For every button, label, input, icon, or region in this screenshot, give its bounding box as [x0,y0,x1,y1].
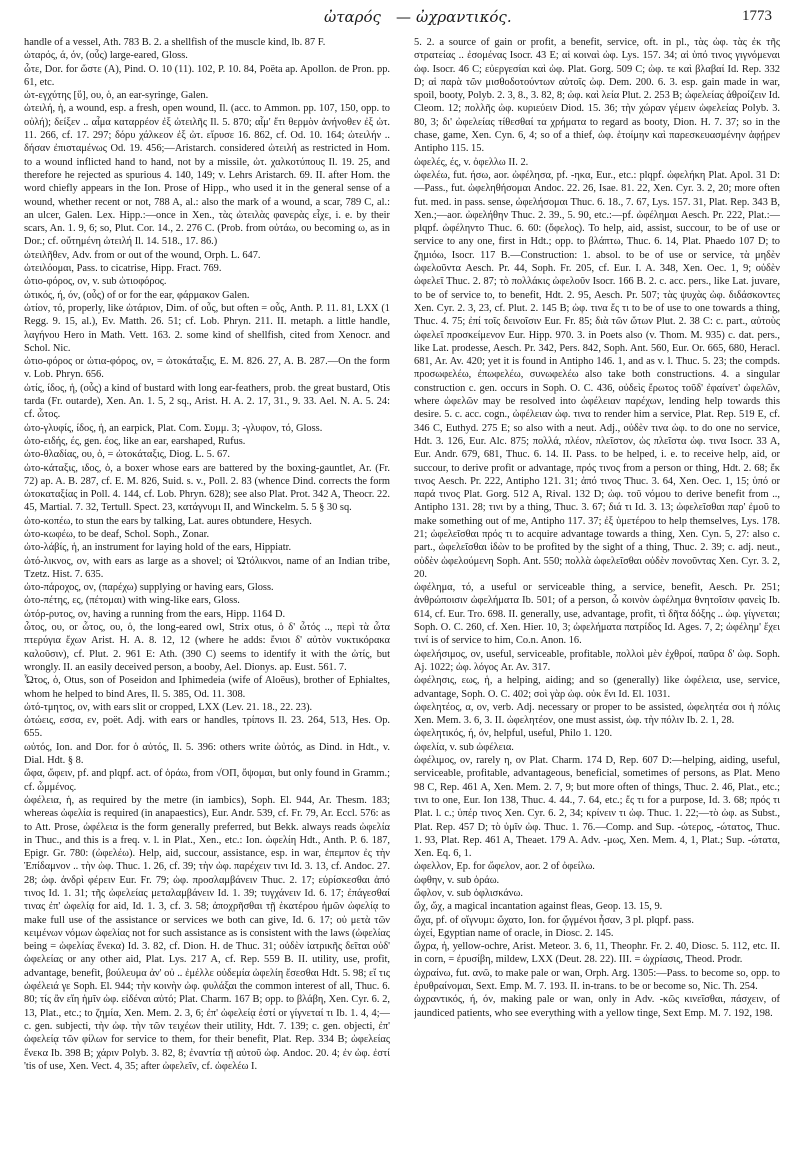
dictionary-entry: ὠφελητέος, α, ον, verb. Adj. necessary or proper to be assisted, ὠφελητέα σοι ἡ πόλις Xen. Mem. 3. 6, 3. II. ὠφελητέον, one must assist, ὠφ. τὴν πόλιν Ib. 2. 1, 28. [414,701,780,727]
dictionary-entry: ὠφέλιμος, ον, rarely η, ον Plat. Charm. 174 D, Rep. 607 D:—helping, aiding, useful, serviceable, profitable, advantageous, beneficial, sometimes of persons, as Plat. Meno 98 C, Rep. 461 A, Xen. Mem. 2. 7, 9; but more often of things, Thuc. 2. 46, Plat., etc.; τινι to one, Eur. Ion 138, Thuc. 4. 44., 7. 64, etc.; ἔς τι for a purpose, Id. 3. 68; πρός τι Plat. l. c.; ὑπέρ τινος Xen. Cyr. 6. 2, 34; κρίνειν τι ὠφ. Thuc. 1. 22;—τὸ ὠφ. as Subst., Plat. Rep. 457 D; τὸ ὑμῖν ὠφ. Thuc. 1. 76.—Comp. and Sup. -ώτερος, -ώτατος, Thuc. 1. 93, Plat. Rep. 461 A, Theaet. 179 A. Adv. -μως, Xen. Mem. 4, 1, Plat.; Sup. -ώτατα, Xen. Eq. 6, 1. [414,755,780,860]
header-dash: — [396,8,411,26]
dictionary-entry: ὠτο-ειδής, ές, gen. έος, like an ear, earshaped, Rufus. [24,435,246,447]
two-column-body [24,36,780,1156]
dictionary-entry: ὠτο-πέτης, ες, (πέτομαι) with wing-like ears, Gloss. [24,595,240,607]
dictionary-entry: Ὦτος, ὁ, Otus, son of Poseidon and Iphimedeia (wife of Aloëus), brother of Ephialtes, whom he helped to bind Ares, Il. 5. 385, Od. 11. 308. [24,675,390,700]
dictionary-entry: ὠτειλή, ἡ, a wound, esp. a fresh, open wound, Il. (acc. to Ammon. pp. 107, 150, opp. to οὐλή); δείξεν .. αἷμα καταρρέον ἐξ ὠτειλῆς Il. 5. 870; αἷμ' ἔτι θερμὸν ἀνήνοθεν ἐξ ὠτ. 11. 266, cf. 17. 297; δόρυ χάλκεον ἐξ ὠτ. εἴρυσε 16. 862, cf. Od. 10. 164; ὠτειλήν .. δήσαν ἐπισταμένως Od. 19. 456;—Aristarch. considered ὠτειλή as restricted in Hom. to a wound inflicted hand to hand, not by a missile, ὠτ. χαλκοτύπους Il. 19. 25, and therefore he rejected as spurious 4. 140, 149; v. Lehrs Aristarch. 69. II. after Hom. the word chiefly appears in the Ion. Prose of Hipp., who used it in the general sense of a wound, whether recent or not, 788 A, al.: also the mark of a wound, a scar, 789 C, al.: an ulcer, Galen. Lex. Hipp.:—once in Xen., τὰς ὠτειλὰς φανερὰς εἶχε, i. e. by their scars, An. 1. 9, 6; so, Plut. Cor. 14., 2. 276 C. (Prob. from οὐτάω, ου becoming ω, as in Dor.; cf. οὔτημένη ὠτειλή Il. 14. 518., 17. 86.) [24,103,390,248]
dictionary-entry: ὠτιο-φόρος or ὠτια-φόρος, ον, = ὠτοκάταξις, E. M. 826. 27, A. B. 287.—On the form v. Lob. Phryn. 656. [24,356,390,381]
dictionary-entry: ὤχρα, ἡ, yellow-ochre, Arist. Meteor. 3. 6, 11, Theophr. Fr. 2. 40, Diosc. 5. 112, etc. II. in corn, = ἐρυσίβη, mildew, LXX (Deut. 28. 22). III. = ὠχρίασις, Theod. Prodr. [414,941,780,966]
dictionary-entry: ὠταρός, ά, όν, (οὖς) large-eared, Gloss. [24,50,188,62]
dictionary-entry: ὠτίον, τό, properly, like ὠτάριον, Dim. of οὖς, but often = οὖς, Anth. P. 11. 81, LXX (1 Regg. 9. 15, al.), Ev. Matth. 26. 51; cf. Lob. Phryn. 211. II. metaph. a little handle, λαγήνου Hero in Math. Vett. 163. 2. some kind of shellfish, cited from Xenocr. and Schol. Nic. [24,302,390,354]
dictionary-entry: ὠτιο-φόρος, ον, v. sub ὠτιοφόρος. [24,276,167,288]
dictionary-entry: ὦτε, Dor. for ὥστε (A), Pind. O. 10 (11). 102, P. 10. 84, Poëta ap. Apollon. de Pron. pp. 61, etc. [24,63,390,88]
dictionary-entry: ὤφλον, v. sub ὀφλισκάνω. [414,888,523,899]
page-number: 1773 [742,8,772,24]
dictionary-entry: ὠτο-γλυφίς, ίδος, ἡ, an earpick, Plat. Com. Συμμ. 3; -γλυφον, τό, Gloss. [24,422,323,434]
dictionary-entry: ὠφελλον, Ep. for ὤφελον, aor. 2 of ὀφείλω. [414,861,595,873]
dictionary-entry: ὠφθην, v. sub ὁράω. [414,874,500,886]
dictionary-entry: ὠτό-τμητος, ον, with ears slit or cropped, LXX (Lev. 21. 18., 22. 23). [24,701,313,713]
dictionary-entry: 5. 2. a source of gain or profit, a benefit, service, oft. in pl., τὰς ὠφ. τὰς ἐκ τῆς στρατείας .. ἐσομένας Isocr. 43 E; αἱ κοιναὶ ὠφ. Lys. 157. 34; αἱ ὑπό τινος γιγνόμεναι ὠφ. Isocr. 46 C; εὐεργεσίαι καὶ ὠφ. Plat. Gorg. 509 C; ὠφ. τε καὶ βλαβαί Id. Rep. 332 D; αἱ παρὰ τῶν μισθοδοτούντων αὐτοῖς ὠφ. Dem. 200. 6. 3. esp. gain made in war, spoil, booty, Polyb. 2. 3, 8., 3. 82, 8; ὠφ. καὶ λεία Plut. 2. 253 B; ὠφελείας ἀθροίζειν Id. Cleom. 12; πολλῆς ὠφ. κυριεύειν Diod. 15. 36; τὴν χώραν γέμειν ὠφελείας Polyb. 3. 80, 3; δι' ὠφελείας τίθεσθαί τα χρήματα to regard as booty, Dion. H. 7. 37; so in the chase, game, Xen. Cyn. 6, 4; so of a thief, ὠφ. ἑτοίμην καὶ παρεσκευασμένην ἀφῄρεν Antipho 115. 15. [414,37,780,155]
dictionary-entry: ὠχραίνω, fut. ανῶ, to make pale or wan, Orph. Arg. 1305:—Pass. to become so, opp. to ἐρυθραίνομαι, Sext. Emp. M. 7. 193. II. in-trans. to be or become so, Nic. Th. 254. [414,967,780,993]
dictionary-entry: ὠφέλεια, ἡ, as required by the metre (in iambics), Soph. El. 944, Ar. Thesm. 183; whereas ὠφελία is required (in anapaestics), Eur. Andr. 539, cf. Fr. 79, Ar. Eccl. 576: as to Att. Prose, ὠφέλεια is the form generally preferred, but Bekk. always reads ὠφελία in Thuc., and this is a freq. v. l. in Plat., Xen., etc.: Ion. ὠφελίη Hdt., Anth. P. 6. 187, Epigr. Gr. 780: (ὠφελέω). Help, aid, succour, assistance, esp. in war, ἐπεμπον ἐς τὴν Ἐπίδαμνον .. τὴν ὠφ. Thuc. 1. 26, cf. 39; τὴν ὠφ. παρέχειν τινι Id. 3. 13, cf. Andoc. 27. 28; ὠφ. ἀνδρὶ φέρειν Eur. Fr. 79; ὠφ. προσλαμβάνειν Thuc. 2. 17; εὑρίσκεσθαι ἀπό τινος Id. 1. 31; τῆς ὠφελείας μεταλαμβάνειν Id. 1. 39; τυγχάνειν Id. 6. 17; ἐπάγεσθαί τινας ἐπ' ὠφελίᾳ for aid, Id. 1. 3, cf. 3. 58; ἀποχρῆσθαι τῇ ἑκατέρου ἠμῶν ὠφελίᾳ to make full use of the assistance or services we both can give, Id. 6. 17; οὐ μετὰ τῶν κειμένων νόμων ὠφελίας not for such assistance as is consistent with the laws (ὠφελίας being = ὠφελίας ἕνεκα) Id. 3. 82, cf. Dion. H. de Thuc. 31; οὐδὲν ἰατρικῆς δεῖται οὐδ' ὠφελείας or any other aid, Plat. Lys. 217 A, cf. Rep. 559 B. II. utility, use, profit, advantage, benefit, βούλευμα ἀν' οὐ .. ἐμέλλε οὐδεμία ὠφελίη ἔσεσθαι Hdt. 5. 98; εἴ τις ὠφέλειά γε Soph. El. 944; τὴν κοινὴν ὠφ. φυλάξαι the common interest of all, Thuc. 6. 80; τίς ἂν εἴη ἡμῖν ὠφ. εἰδέναι αὐτό; Plat. Charm. 167 B; opp. to βλάβη, Xen. Cyr. 6. 2, 13, Plat., etc.; to ζημία, Xen. Mem. 2. 3, 6; ἐπ' ὠφελείᾳ ἐστί or γίγνεταί τι Ib. 1. 4, 4;—c. gen. subjecti, τὴν ὠφ. τὴν τῶν τειχέων their utility, Hdt. 7. 139; c. gen. objecti, ἐπ' ὠφελείᾳ τῶν φίλων for service to them, for their benefit, Plat. Rep. 334 B; ὠφελείας ἕνεκα Ib. 398 B; χάριν Polyb. 3. 82, 8; ἐναντία τῇ αὐτοῦ ὠφ. Andoc. 20. 4; ἐν ὠφ. ἐστί 'tis of use, Xen. Vect. 4, 35; after ὠφελεῖν, cf. ὠφελέω I. [24,794,390,1072]
dictionary-entry: ωὐτός, Ion. and Dor. for ὁ αὐτός, Il. 5. 396: others write ὠὐτός, as Dind. in Hdt., v. Dial. Hdt. § 8. [24,741,390,767]
dictionary-entry: ὠτό-λικνος, ον, with ears as large as a shovel; οἱ Ὠτόλικνοι, name of an Indian tribe, Tzetz. Hist. 7. 635. [24,555,390,580]
dictionary-entry: ὠτο-λάβίς, ἡ, an instrument for laying hold of the ears, Hippiatr. [24,542,292,554]
dictionary-entry: ὠφελές, ές, v. ὀφελλω II. 2. [414,156,529,168]
right-column [414,36,780,1156]
dictionary-entry: ὠτειλῆθεν, Adv. from or out of the wound, Orph. L. 647. [24,249,261,261]
dictionary-entry: ὠφελία, v. sub ὠφέλεια. [414,741,514,753]
header-first-headword: ὠταρός [324,8,381,26]
dictionary-entry: ὠτώεις, εσσα, εν, poët. Adj. with ears or handles, τρίποvs Il. 23. 264, 513, Hes. Op. 655. [24,715,390,740]
dictionary-entry: handle of a vessel, Ath. 783 B. 2. a shellfish of the muscle kind, lb. 87 F. [24,37,326,48]
dictionary-entry: ὠτο-κωφέω, to be deaf, Schol. Soph., Zonar. [24,528,210,540]
dictionary-entry: ὤφα, ὤφειν, pf. and plqpf. act. of ὁράω, from √ΟΠ, ὄψομαι, but only found in Gramm.; cf. ὦμμένος. [24,768,390,793]
dictionary-entry: ὠτ-εγχύτης [ὕ], ου, ὁ, an ear-syringe, Galen. [24,90,209,102]
dictionary-entry: ὠτο-θλαδίας, ου, ὁ, = ὠτοκάταξις, Diog. L. 5. 67. [24,449,231,461]
dictionary-entry: ὠφελέω, fut. ήσω, aor. ὠφέλησα, pf. -ηκα, Eur., etc.: plqpf. ὠφελήκη Plat. Apol. 31 D:—Pass., fut. ὠφεληθήσομαι Andoc. 22. 26, Isae. 81. 22, Xen. Cyr. 3. 2, 20; more often fut. med. in pass. sense, ὠφελήσομαι Thuc. 6. 18., 7. 67, Lys. 157. 31, Plat. Rep. 343 B, Xen.;—aor. ὠφελήθην Thuc. 2. 39., 5. 90, etc.:—pf. ὠφέλημαι Aesch. Pr. 222, Plat.:—plqpf. ὠφέληντο Thuc. 6. 60: (ὄφελος). To help, aid, assist, succour, to be of use or service to any one, first in Hdt.; opp. to βλάπτω, Thuc. 6. 14, Plat. Phaedo 107 D; to ζημιόω, Isocr. 117 B.—Construction: 1. absol. to be of use or service, τὰ μηδὲν ὠφελοῦντα Aesch. Pr. 44, Soph. Fr. 205, cf. Eur. I. A. 348, Xen. Oec. 1, 9; οὐδὲν ὠφελεῖ Thuc. 2. 87; τὸ πολλάκις ὠφελοῦν Isocr. 166 B. 2. c. acc. pers., like Lat. juvare, to be of service to, to benefit, Hdt. 2. 95, Aesch. Pr. 507; τὰς ψυχὰς ὠφ. διδάσκοντες Xen. Cyr. 2. 3, 23, cf. Plut. 2. 145 B; ὠφ. τινα ἔς τι to be of use to one towards a thing, Thuc. 4. 75; ἐπί τοῖς δεινοῖσιν Eur. Fr. 85; διὰ τῶν ὤτων Plut. 2. 38 C: c. part., αὐτοὺς ὠφελεῖ προσκείμενον Eur. Hipp. 970. 3. in Poets also (v. Thom. M. 935) c. dat. pers., like Lat. prodesse, Aesch. Pr. 342, Pers. 842, Soph. Ant. 560, Eur. Or. 665, 680, Heracl. 681, Ar. Av. 420; yet it is found in Antipho 146. 1, and as v. l. Thuc. 5. 23; the compds. προσωφελέω, ἐπωφελέω, συνωφελέω also take both constructions. 4. a singular construction c. gen. occurs in Soph. O. C. 436, οὐδεὶς ἔρωτος τοῦδ' ἐφαίνετ' ὠφελῶν, where ὠφελῶν may be resolved into ὠφέλειαν παρέχων, lending help towards this desire. 5. c. acc. cogn., ὠφέλειαν ὠφ. τινα to render him a service, Plat. Rep. 519 E, cf. 346 C, Euthyd. 275 E; so also with a neut. Adj., οὐδὲν τινα ὠφ. to do one no service, Hdt. 3. 126, Eur. Alc. 875; πολλά, πλέον, πλεῖστον, ὡς πλεῖστα ὠφ. τινα Isocr. 33 A, Eur. Andr. 679, 681, Thuc. 6. 14. II. Pass. to be helped, i. e. to receive help, aid, or succour, to derive profit or advantage, πρός τινος from a person or thing, Hdt. 2. 68; ἔκ τινος Aesch. Pr. 222, Antipho 121. 31; ἀπό τινος Thuc. 3. 64, Xen. Oec. 1, 15; ὑπό or παρά τινος Plat. Gorg. 512 A, Rival. 132 D; ὠφ. τοῦ νόμου to derive benefit from .., Antipho 131. 28; τινι by a thing, Thuc. 3. 67; διά τι Id. 3. 13; ὠφελεῖσθαι παρ' ἐμοῦ to make something out of me, Antipho 117. 37; ἐξ ὑμετέρου to help themselves, Lys. 178. 21; ὠφελεῖσθαι πρός τι to acquire advantage towards a thing, Xen. Cyn. 5, 27: also c. part., ὠφελεῖσθαι ἰδὼν to be profited by the sight of a thing, Thuc. 2. 39; c. adj. neut., οὐδὲν ὠφελούμενη Soph. Ant. 550; πολλὰ ὠφελεῖσθαι οὐδὲν πονοῦντας Xen. Cyr. 3. 2, 20. [414,169,780,580]
dictionary-entry: ὠτο-πάροχος, ον, (παρέχω) supplying or having ears, Gloss. [24,582,274,594]
dictionary-entry: ὤχ, ὤχ, a magical incantation against fleas, Geop. 13. 15, 9. [414,901,663,913]
dictionary-entry: ὠχραντικός, ή, όν, making pale or wan, only in Adv. -κῶς κινεῖσθαι, πάσχειν, of jaundiced patients, who see everything with a yellow tinge, Sext Emp. M. 7. 192, 198. [414,994,780,1019]
dictionary-entry: ὠφελήσιμος, ον, useful, serviceable, profitable, πολλοὶ μὲν ἐχθροί, παῦρα δ' ὠφ. Soph. Aj. 1022; ὠφ. λόγος Ar. Av. 317. [414,648,780,673]
dictionary-entry: ὤχα, pf. of οἴγνυμι: ὤχατο, Ion. for ᾤγμένοι ἦσαν, 3 pl. plqpf. pass. [414,914,694,926]
dictionary-entry: ὠτο-κάταξις, ιδος, ὁ, a boxer whose ears are battered by the boxing-gauntlet, Ar. (Fr. 72) ap. A. B. 287, cf. E. M. 826, Suid. s. v., Poll. 2. 83 (whence Dind. corrects the form ὠτοκαταξίας in Poll. 4. 144, cf. Lob. Phryn. 628); see also Plat. Prot. 342 A, Theocr. 22. 45, Martial. 7. 32, Tertull. Spect. 23, κατάγνυμι II, and Winckelm. 5. 5 § 30 sq. [24,462,390,514]
dictionary-entry: ὦτος, ου, or ὦτος, ου, ὁ, the long-eared owl, Strix otus, ὁ δ' ὦτός .., περὶ τὰ ὦτα πτερύγια ἔχων Arist. H. A. 8. 12, 12 (where he adds: ἔνιοι δ' αὐτὸν νυκτικόρακα καλοῦσιν), cf. Plut. 2. 961 E: Ath. (390 C) seems to identify it with the ὠτίς, but wrongly. II. an easily deceived person, a booby, Ael. Dionys. ap. Eust. 561. 7. [24,622,390,673]
dictionary-entry: ὠτο-κοπέω, to stun the ears by talking, Lat. aures obtundere, Hesych. [24,515,312,527]
dictionary-entry: ὠτόρ-ρυτος, ον, having a running from the ears, Hipp. 1164 D. [24,608,286,620]
header-last-headword: ὠχραντικός. [416,8,512,26]
dictionary-entry: ὠτικός, ή, όν, (οὖς) of or for the ear, φάρμακον Galen. [24,289,250,301]
left-column [24,36,390,1156]
dictionary-entry: ὠτίς, ίδος, ἡ, (οὖς) a kind of bustard with long ear-feathers, prob. the great bustard, Otis tarda (Fr. outarde), Xen. An. 1. 5, 2 sq., Arist. H. A. 2. 17, 31., 9. 33. Ael. N. A. 5. 24: cf. ὦτος. [24,382,390,421]
dictionary-entry: ὠφέλησις, εως, ἡ, a helping, aiding; and so (generally) like ὠφέλεια, use, service, advantage, Soph. O. C. 402; σοὶ γὰρ ὠφ. οὐκ ἔνι Id. El. 1031. [414,675,780,700]
dictionary-entry: ὠφέλημα, τό, a useful or serviceable thing, a service, benefit, Aesch. Pr. 251; ἀνθρώποισιν ὠφελήματα Ib. 501; of a person, ὦ κοινὸν ὠφέλημα θνητοῖσιν φανεὶς Ib. 614, cf. Eur. Tro. 698. II. generally, use, advantage, profit, τὶ δῆτα δόξης .. ὠφ. γίγνεται; Soph. O. C. 260, cf. Xen. Hier. 10, 3; ὠφελήματα πατρίδος Id. Ages. 7, 2; ὠφέλημ' ἔχει τινί is of service to him, Co.n. Anon. 16. [414,582,780,647]
dictionary-entry: ὠφελητικός, ή, όν, helpful, useful, Philo 1. 120. [414,728,613,740]
running-header [24,8,780,30]
dictionary-entry: ὠτειλόομαι, Pass. to cicatrise, Hipp. Fract. 769. [24,263,222,275]
dictionary-entry: ὠχεί, Egyptian name of oracle, in Diosc. 2. 145. [414,927,614,939]
